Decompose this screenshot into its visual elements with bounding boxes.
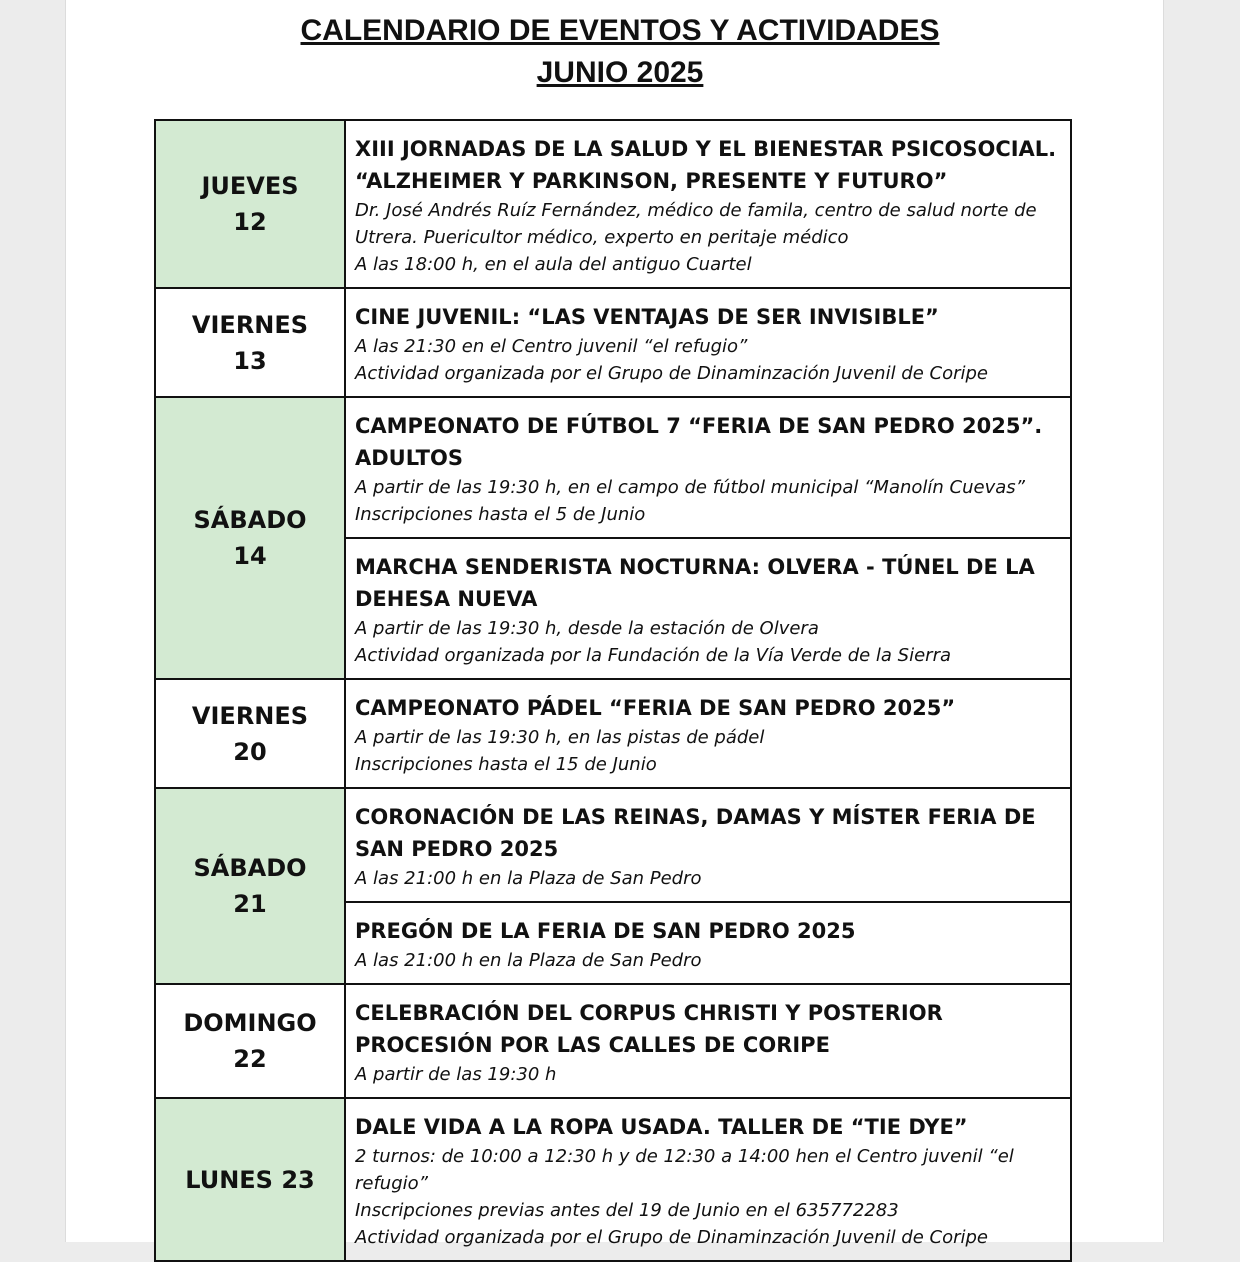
- event-title: XIII JORNADAS DE LA SALUD Y EL BIENESTAR PSICOSOCIAL. “ALZHEIMER Y PARKINSON, PRESENTE Y FUTURO”: [355, 137, 1057, 193]
- event-detail: A las 21:00 h en la Plaza de San Pedro: [355, 950, 702, 971]
- day-number: 20: [233, 737, 267, 766]
- event-title: CINE JUVENIL: “LAS VENTAJAS DE SER INVISIBLE”: [355, 305, 939, 329]
- event-cell: [345, 538, 1071, 679]
- day-cell: [155, 679, 345, 788]
- event-detail: A partir de las 19:30 h, desde la estación de Olvera: [355, 618, 819, 639]
- event-detail: A partir de las 19:30 h, en el campo de fútbol municipal “Manolín Cuevas”: [355, 477, 1025, 498]
- day-weekday: VIERNES: [191, 701, 309, 730]
- day-cell: [155, 120, 345, 288]
- day-number: 22: [233, 1045, 267, 1073]
- day-number: 12: [233, 208, 267, 236]
- day-cell: [155, 397, 345, 679]
- day-cell: [155, 288, 345, 397]
- event-title: CAMPEONATO DE FÚTBOL 7 “FERIA DE SAN PEDRO 2025”. ADULTOS: [355, 414, 1043, 470]
- event-cell: [345, 397, 1071, 538]
- event-cell: [345, 288, 1071, 397]
- event-detail: Actividad organizada por la Fundación de la Vía Verde de la Sierra: [355, 645, 952, 666]
- day-cell: [155, 788, 345, 984]
- title-line-2: JUNIO 2025: [536, 56, 704, 89]
- event-cell: [345, 788, 1071, 902]
- event-detail: Actividad organizada por el Grupo de Dinaminzación Juvenil de Coripe: [355, 363, 988, 384]
- event-title: DALE VIDA A LA ROPA USADA. TALLER DE “TIE DYE”: [355, 1115, 968, 1139]
- calendar-row: [155, 788, 1071, 902]
- day-weekday: SÁBADO: [193, 854, 307, 882]
- event-detail: Actividad organizada por el Grupo de Dinaminzación Juvenil de Coripe: [355, 1227, 988, 1248]
- page-title: [0, 10, 1240, 94]
- event-detail: Dr. José Andrés Ruíz Fernández, médico de famila, centro de salud norte de Utrera. Puericultor médico, experto en peritaje médico: [355, 200, 1037, 248]
- event-cell: [345, 679, 1071, 788]
- calendar-row: [155, 679, 1071, 788]
- event-detail: Inscripciones hasta el 5 de Junio: [355, 504, 646, 525]
- day-weekday: JUEVES: [201, 172, 299, 200]
- calendar-row: [155, 120, 1071, 288]
- event-detail: 2 turnos: de 10:00 a 12:30 h y de 12:30 a 14:00 hen el Centro juvenil “el refugio”: [355, 1146, 1014, 1194]
- day-weekday: VIERNES: [191, 310, 309, 339]
- event-cell: [345, 984, 1071, 1098]
- event-title: CAMPEONATO PÁDEL “FERIA DE SAN PEDRO 2025”: [355, 696, 956, 720]
- event-detail: Inscripciones previas antes del 19 de Junio en el 635772283: [355, 1200, 899, 1221]
- day-number: 21: [233, 890, 267, 918]
- title-line-1: CALENDARIO DE EVENTOS Y ACTIVIDADES: [300, 14, 940, 47]
- event-cell: [345, 1098, 1071, 1261]
- event-cell: [345, 120, 1071, 288]
- day-weekday: LUNES 23: [185, 1165, 315, 1194]
- event-detail: Inscripciones hasta el 15 de Junio: [355, 754, 657, 775]
- calendar-row: [155, 984, 1071, 1098]
- events-calendar-table: [154, 119, 1072, 1262]
- event-detail: A las 21:00 h en la Plaza de San Pedro: [355, 868, 702, 889]
- day-number: 13: [233, 346, 267, 375]
- day-number: 14: [233, 542, 267, 570]
- event-title: MARCHA SENDERISTA NOCTURNA: OLVERA - TÚNEL DE LA DEHESA NUEVA: [355, 555, 1035, 611]
- day-weekday: SÁBADO: [193, 506, 307, 534]
- day-cell: [155, 1098, 345, 1261]
- event-detail: A las 18:00 h, en el aula del antiguo Cuartel: [355, 254, 752, 275]
- event-detail: A partir de las 19:30 h, en las pistas de pádel: [355, 727, 765, 748]
- calendar-body: [155, 120, 1071, 1261]
- day-cell: [155, 984, 345, 1098]
- calendar-row: [155, 1098, 1071, 1261]
- calendar-row: [155, 397, 1071, 538]
- event-title: CELEBRACIÓN DEL CORPUS CHRISTI Y POSTERIOR PROCESIÓN POR LAS CALLES DE CORIPE: [355, 1001, 943, 1057]
- day-weekday: DOMINGO: [183, 1009, 317, 1037]
- event-title: PREGÓN DE LA FERIA DE SAN PEDRO 2025: [355, 919, 856, 943]
- event-cell: [345, 902, 1071, 984]
- event-detail: A las 21:30 en el Centro juvenil “el refugio”: [355, 336, 748, 357]
- calendar-row: [155, 288, 1071, 397]
- event-detail: A partir de las 19:30 h: [355, 1064, 557, 1085]
- event-title: CORONACIÓN DE LAS REINAS, DAMAS Y MÍSTER FERIA DE SAN PEDRO 2025: [355, 805, 1036, 861]
